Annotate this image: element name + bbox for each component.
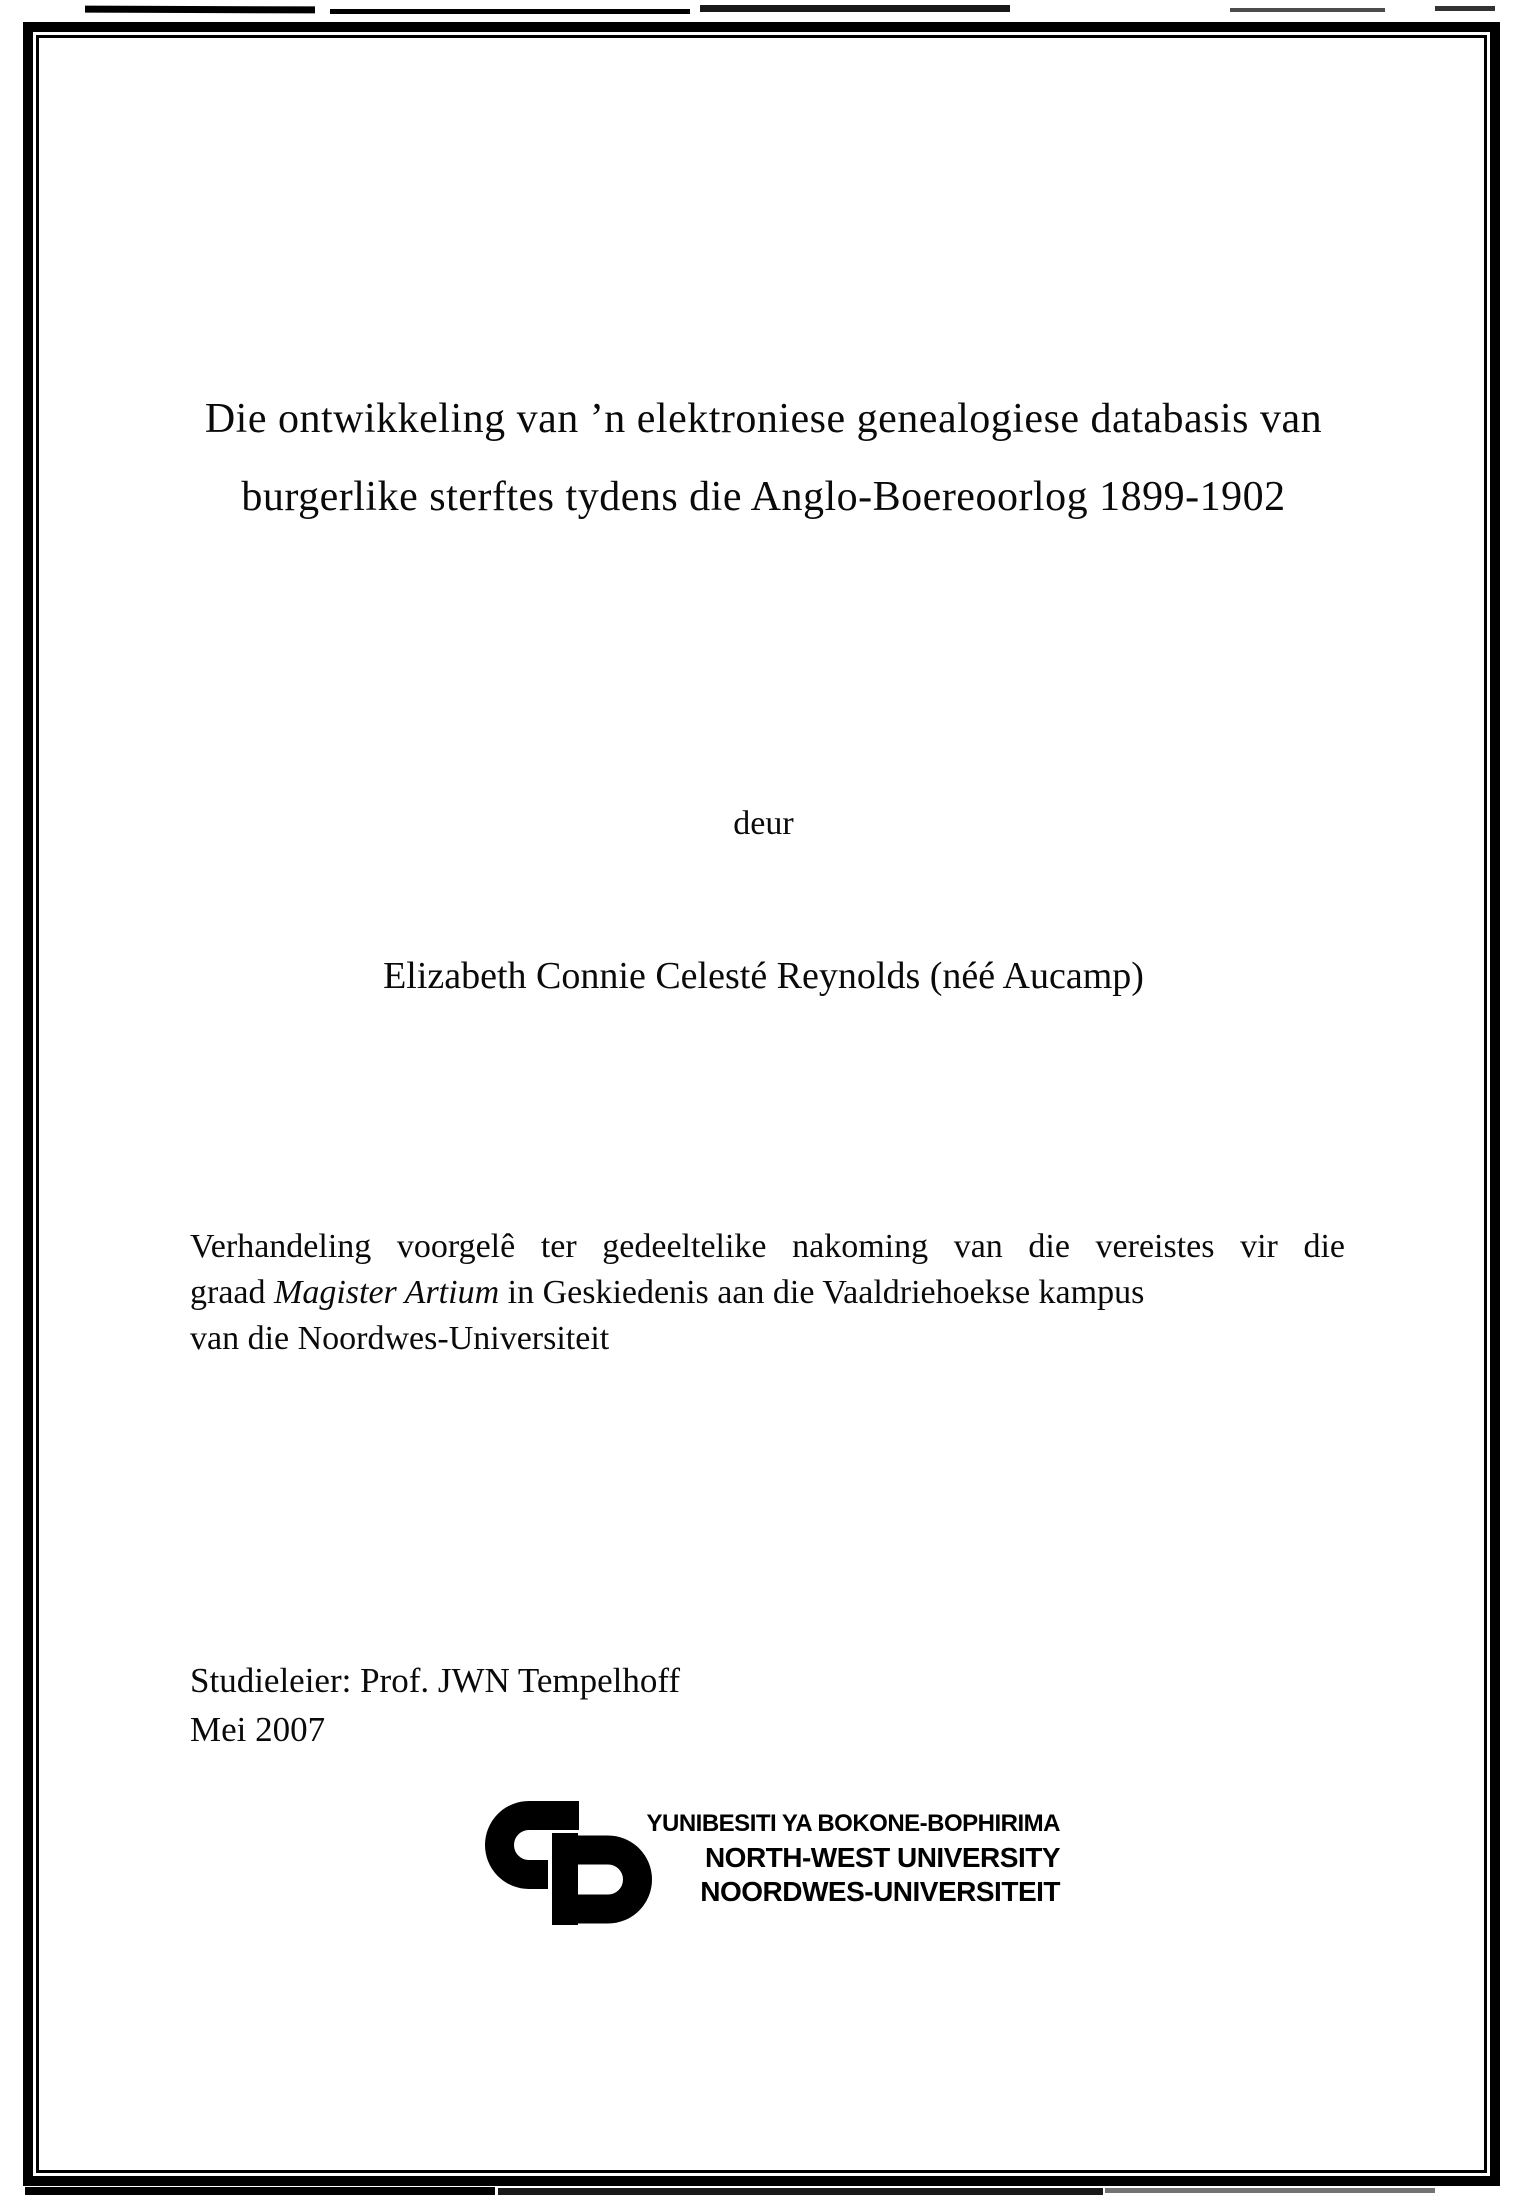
description-line-2	[190, 1270, 1345, 1316]
scan-artifact	[1230, 8, 1385, 12]
author-name: Elizabeth Connie Celesté Reynolds (néé Aucamp)	[383, 955, 1144, 997]
supervisor-line: Studieleier: Prof. JWN Tempelhoff	[190, 1661, 681, 1700]
scan-artifact	[85, 6, 315, 14]
logo-text-english: NORTH-WEST UNIVERSITY	[704, 1842, 1060, 1873]
scan-artifact	[1435, 6, 1495, 11]
scan-artifact	[25, 2187, 495, 2195]
thesis-title-line-2: burgerlike sterftes tydens die Anglo-Boereoorlog 1899-1902	[241, 474, 1286, 520]
description-line-2-post: in Geskiedenis aan die Vaaldriehoekse kampus	[499, 1274, 1145, 1311]
description-line-1: Verhandeling voorgelê ter gedeeltelike nakoming van die vereistes vir die	[190, 1228, 1345, 1265]
scan-artifact	[700, 5, 1010, 12]
byline-label: deur	[733, 805, 794, 842]
scan-artifact	[330, 9, 690, 14]
university-logo-text	[560, 1807, 1060, 1909]
description-line-3: van die Noordwes-Universiteit	[190, 1320, 610, 1357]
description-line-2-pre: graad	[190, 1274, 275, 1311]
thesis-description	[190, 1224, 1345, 1362]
date-line: Mei 2007	[190, 1710, 326, 1749]
scan-artifact	[498, 2188, 1103, 2195]
supervisor-block	[190, 1656, 680, 1754]
thesis-title	[36, 380, 1491, 536]
thesis-title-line-1: Die ontwikkeling van ’n elektroniese genealogiese databasis van	[204, 396, 1323, 442]
logo-text-afrikaans: NOORDWES-UNIVERSITEIT	[700, 1876, 1060, 1907]
scan-artifact	[1105, 2188, 1435, 2193]
logo-text-setswana: YUNIBESITI YA BOKONE-BOPHIRIMA	[646, 1810, 1060, 1837]
degree-name-italic: Magister Artium	[274, 1274, 500, 1311]
